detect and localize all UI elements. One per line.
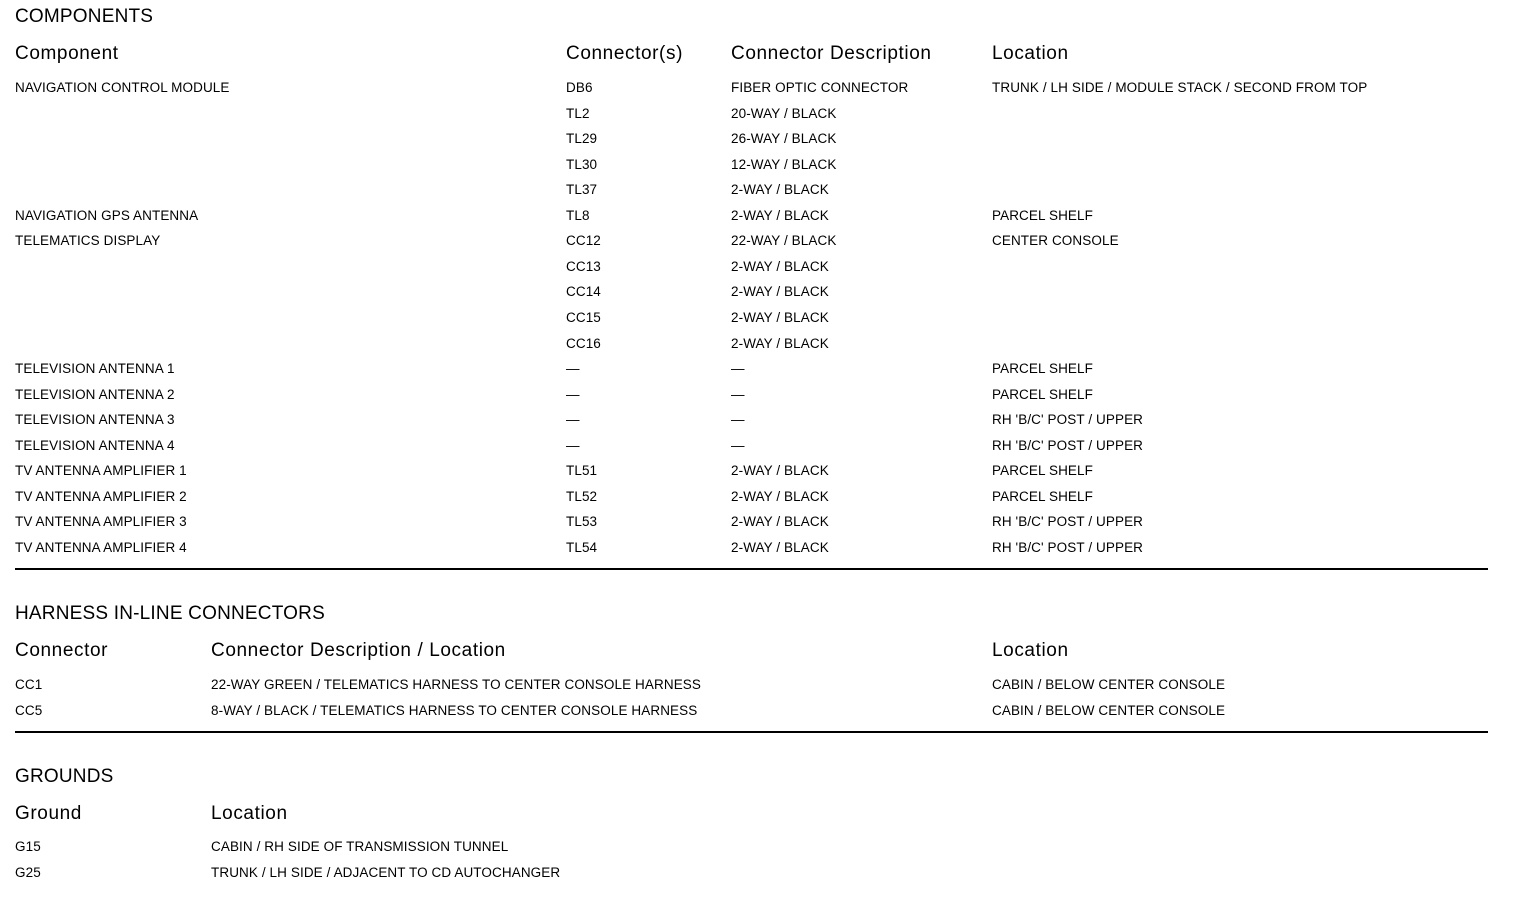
location-cell: TRUNK / LH SIDE / MODULE STACK / SECOND FROM TOP [992,80,1368,95]
connector-description-cell: 2-WAY / BLACK [731,310,829,325]
location-cell: RH 'B/C' POST / UPPER [992,438,1144,453]
grounds-header-location: Location [211,803,288,824]
grounds-header-ground: Ground [15,803,82,824]
connector-description-cell: FIBER OPTIC CONNECTOR [731,80,909,95]
location-cell: PARCEL SHELF [992,208,1093,223]
component-name-cell: TELEVISION ANTENNA 2 [15,387,175,402]
connector-cell: — [566,438,580,453]
connector-description-cell: 2-WAY / BLACK [731,336,829,351]
connector-description-cell: 2-WAY / BLACK [731,463,829,478]
components-header-component: Component [15,43,119,64]
location-cell: PARCEL SHELF [992,387,1093,402]
connector-cell: TL51 [566,463,598,478]
section-divider [15,731,1488,733]
section-divider [15,568,1488,570]
harness-header-location: Location [992,640,1069,661]
connector-cell: CC13 [566,259,601,274]
grounds-section-title: GROUNDS [15,766,114,787]
connector-cell: — [566,361,580,376]
connector-description-cell: 2-WAY / BLACK [731,182,829,197]
location-cell: RH 'B/C' POST / UPPER [992,540,1144,555]
location-cell: CABIN / BELOW CENTER CONSOLE [992,703,1226,718]
components-header-location: Location [992,43,1069,64]
location-cell: CABIN / RH SIDE OF TRANSMISSION TUNNEL [211,839,509,854]
harness-section-title: HARNESS IN-LINE CONNECTORS [15,603,325,624]
connector-cell: — [566,387,580,402]
connector-description-cell: 22-WAY GREEN / TELEMATICS HARNESS TO CENTER CONSOLE HARNESS [211,677,702,692]
connector-cell: TL30 [566,157,598,172]
component-name-cell: TELEVISION ANTENNA 3 [15,412,175,427]
connector-description-cell: 26-WAY / BLACK [731,131,837,146]
connector-cell: TL2 [566,106,590,121]
connector-cell: CC12 [566,233,601,248]
connector-cell: CC1 [15,677,43,692]
connector-cell: — [566,412,580,427]
component-name-cell: TV ANTENNA AMPLIFIER 2 [15,489,187,504]
component-name-cell: TELEVISION ANTENNA 1 [15,361,175,376]
ground-id-cell: G15 [15,839,41,854]
connector-cell: TL53 [566,514,598,529]
connector-cell: TL52 [566,489,598,504]
connector-cell: TL8 [566,208,590,223]
connector-description-cell: 2-WAY / BLACK [731,259,829,274]
component-name-cell: TV ANTENNA AMPLIFIER 1 [15,463,187,478]
connector-description-cell: 2-WAY / BLACK [731,514,829,529]
connector-cell: TL54 [566,540,598,555]
components-section-title: COMPONENTS [15,6,154,27]
connector-cell: CC16 [566,336,601,351]
connector-cell: CC14 [566,284,601,299]
components-header-connectors: Connector(s) [566,43,684,64]
component-name-cell: NAVIGATION CONTROL MODULE [15,80,230,95]
component-name-cell: TELEMATICS DISPLAY [15,233,161,248]
components-header-description: Connector Description [731,43,932,64]
harness-header-connector: Connector [15,640,109,661]
connector-description-cell: 22-WAY / BLACK [731,233,837,248]
location-cell: RH 'B/C' POST / UPPER [992,514,1144,529]
component-name-cell: TV ANTENNA AMPLIFIER 3 [15,514,187,529]
connector-description-cell: 2-WAY / BLACK [731,489,829,504]
connector-description-cell: — [731,361,745,376]
connector-description-cell: 2-WAY / BLACK [731,284,829,299]
connector-description-cell: 2-WAY / BLACK [731,208,829,223]
connector-cell: CC5 [15,703,43,718]
connector-description-cell: — [731,438,745,453]
connector-description-cell: 2-WAY / BLACK [731,540,829,555]
harness-header-description: Connector Description / Location [211,640,506,661]
connector-description-cell: 8-WAY / BLACK / TELEMATICS HARNESS TO CENTER CONSOLE HARNESS [211,703,698,718]
connector-description-cell: — [731,412,745,427]
location-cell: RH 'B/C' POST / UPPER [992,412,1144,427]
connector-cell: CC15 [566,310,601,325]
location-cell: CABIN / BELOW CENTER CONSOLE [992,677,1226,692]
location-cell: PARCEL SHELF [992,463,1093,478]
connector-cell: DB6 [566,80,593,95]
connector-description-cell: 20-WAY / BLACK [731,106,837,121]
component-name-cell: NAVIGATION GPS ANTENNA [15,208,199,223]
ground-id-cell: G25 [15,865,41,880]
location-cell: TRUNK / LH SIDE / ADJACENT TO CD AUTOCHANGER [211,865,561,880]
component-name-cell: TELEVISION ANTENNA 4 [15,438,175,453]
connector-description-cell: 12-WAY / BLACK [731,157,837,172]
location-cell: PARCEL SHELF [992,361,1093,376]
component-name-cell: TV ANTENNA AMPLIFIER 4 [15,540,187,555]
connector-cell: TL29 [566,131,598,146]
connector-cell: TL37 [566,182,598,197]
location-cell: PARCEL SHELF [992,489,1093,504]
connector-description-cell: — [731,387,745,402]
location-cell: CENTER CONSOLE [992,233,1119,248]
